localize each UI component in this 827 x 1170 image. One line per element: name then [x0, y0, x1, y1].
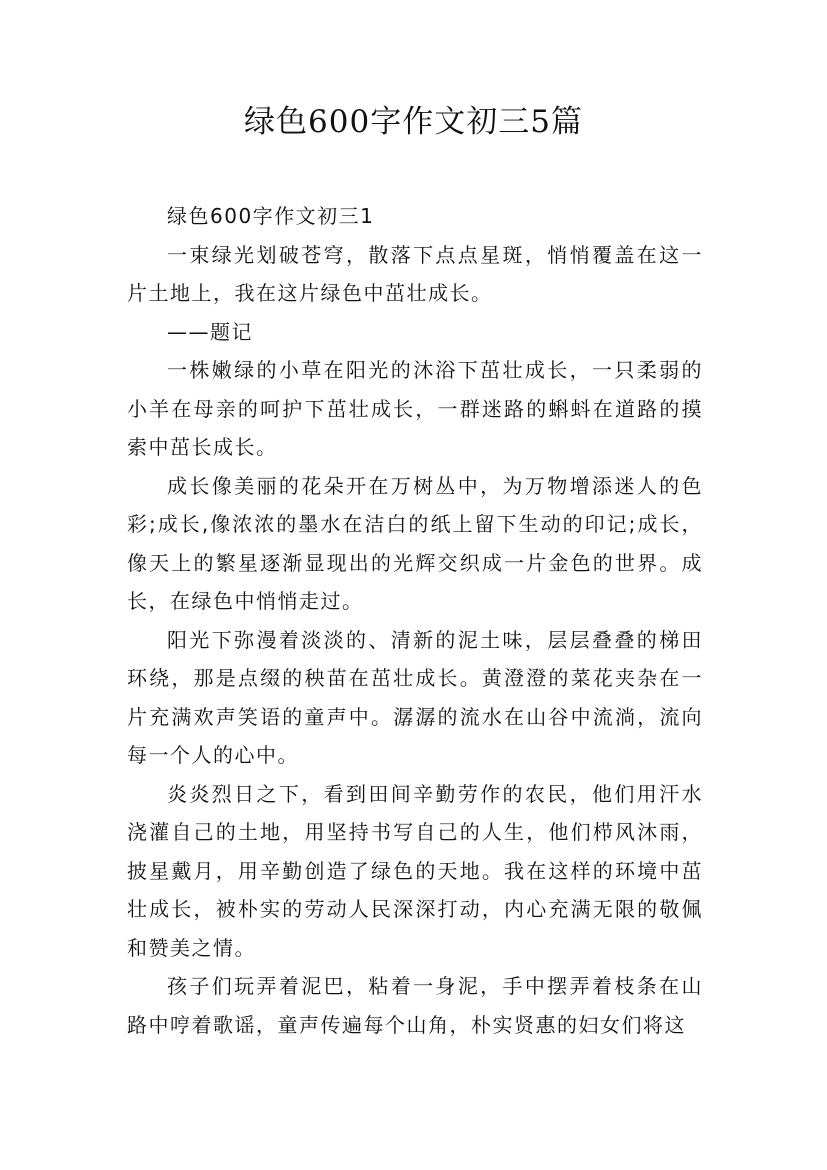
paragraph: 成长像美丽的花朵开在万树丛中，为万物增添迷人的色彩;成长,像浓浓的墨水在洁白的纸上留下生动的印记;成长，像天上的繁星逐渐显现出的光辉交织成一片金色的世界。成长，在绿色中悄悄走过。: [127, 473, 703, 613]
paragraph: 孩子们玩弄着泥巴，粘着一身泥，手中摆弄着枝条在山路中哼着歌谣，童声传遍每个山角，朴实贤惠的妇女们将这: [127, 974, 703, 1037]
paragraph: 一株嫩绿的小草在阳光的沐浴下茁壮成长，一只柔弱的小羊在母亲的呵护下茁壮成长，一群迷路的蝌蚪在道路的摸索中茁长成长。: [127, 358, 703, 459]
epigraph-attribution: ——题记: [167, 319, 253, 344]
document-body: [127, 197, 703, 1044]
paragraph: 阳光下弥漫着淡淡的、清新的泥土味，层层叠叠的梯田环绕，那是点缀的秧苗在茁壮成长。黄澄澄的菜花夹杂在一片充满欢声笑语的童声中。潺潺的流水在山谷中流淌，流向每一个人的心中。: [127, 627, 703, 767]
section-heading: 绿色600字作文初三1: [167, 204, 375, 228]
paragraph: 一束绿光划破苍穹，散落下点点星斑，悄悄覆盖在这一片土地上，我在这片绿色中茁壮成长。: [127, 242, 703, 305]
document-title: 绿色600字作文初三5篇: [244, 104, 583, 140]
paragraph: 炎炎烈日之下，看到田间辛勤劳作的农民，他们用汗水浇灌自己的土地，用坚持书写自己的人生，他们栉风沐雨，披星戴月，用辛勤创造了绿色的天地。我在这样的环境中茁壮成长，被朴实的劳动人民深深打动，内心充满无限的敬佩和赞美之情。: [127, 781, 703, 960]
